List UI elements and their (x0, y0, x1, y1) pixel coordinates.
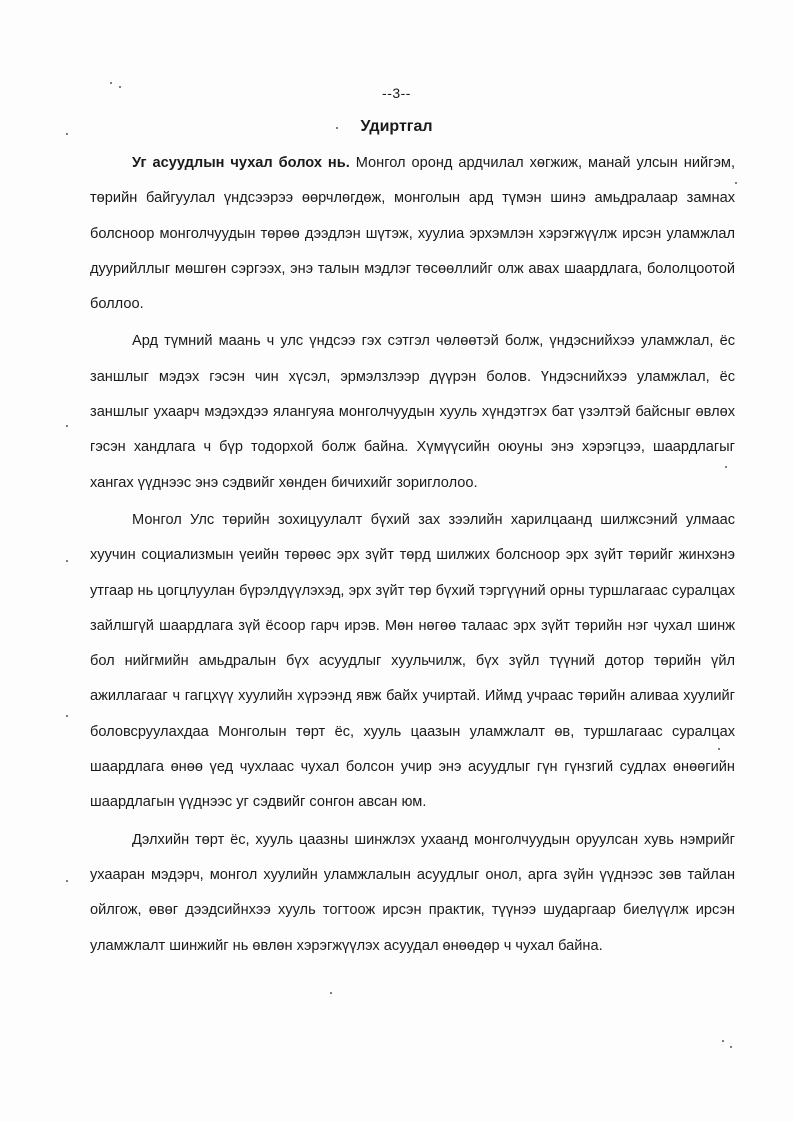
scan-speck (718, 748, 720, 750)
paragraph-tradition (90, 324, 735, 500)
scan-speck (725, 466, 727, 468)
page-number: --3-- (382, 85, 411, 101)
scan-speck (66, 560, 68, 562)
section-title: Удиртгал (360, 118, 433, 135)
document-body (90, 146, 735, 964)
scan-speck (66, 880, 68, 882)
paragraph-importance (90, 146, 735, 322)
scan-speck (66, 715, 68, 717)
scan-speck (110, 82, 112, 84)
paragraph-text: Ард түмний маань ч улс үндсээ гэх сэтгэл чөлөөтэй болж, үндэснийхээ уламжлал, ёс заншлыг мэдэх гэсэн чин хүсэл, эрмэлзлээр дүүрэн болов. Үндэснийхээ уламжлал, ёс заншлыг ухаарч мэдэхдээ ялангуяа монголчуудын хууль хүндэтгэх бат үзэлтэй байсныг өвлөх гэсэн хандлага ч бүр тодорхой болж байна. Хүмүүсийн оюуны энэ хэрэгцээ, шаардлагыг хангах үүднээс энэ сэдвийг хөнден бичихийг зориглолоо. (90, 333, 735, 491)
paragraph-text: Монгол оронд ардчилал хөгжиж, манай улсын нийгэм, төрийн байгуулал үндсээрээ өөрчлөгдөж, монголын ард түмэн шинэ амьдралаар замнах болсноор монголчуудын төрөө дээдлэн шүтэж, хуулиа эрхэмлэн хэрэгжүүлж ирсэн уламжлал дуурийллыг мөшгөн сэргээх, энэ талын мэдлэг төсөөллийг олж авах шаардлага, бололцоотой боллоо. (90, 155, 736, 313)
paragraph-text: Монгол Улс төрийн зохицуулалт бүхий зах зээлийн харилцаанд шилжсэний улмаас хуучин социализмын үеийн төрөөс эрх зүйт төрд шилжих болсноор эрх зүйт төрийг жинхэнэ утгаар нь цогцлуулан бүрэлдүүлэхэд, эрх зүйт төр бүхий тэргүүний орны туршлагаас суралцах зайлшгүй шаардлага зүй ёсоор гарч ирэв. Мөн нөгөө талаас эрх зүйт төрийн нэг чухал шинж бол нийгмийн амьдралын бүх асуудлыг хуульчилж, бүх зүйл түүний дотор төрийн үйл ажиллагааг ч гагцхүү хуулийн хүрээнд явж байх учиртай. Иймд учраас төрийн аливаа хуулийг боловсруулахдаа Монголын төрт ёс, хууль цаазын уламжлалт өв, туршлагаас суралцах шаардлага өнөө үед чухлаас чухал болсон учир энэ асуудлыг гүн гүнзгий судлах өнөөгийн шаардлагын үүднээс уг сэдвийг сонгон авсан юм. (90, 511, 735, 811)
paragraph-lead: Уг асуудлын чухал болох нь. (132, 155, 350, 171)
scan-speck (330, 992, 332, 994)
paragraph-world-law (90, 823, 735, 964)
scan-speck (722, 1040, 724, 1042)
scan-speck (66, 425, 68, 427)
scan-speck (336, 127, 338, 129)
paragraph-legal-state (90, 503, 735, 821)
paragraph-text: Дэлхийн төрт ёс, хууль цаазны шинжлэх ухаанд монголчуудын оруулсан хувь нэмрийг ухааран мэдэрч, монгол хуулийн уламжлалын асуудлыг онол, арга зүйн үүднээс зөв тайлан ойлгож, өвөг дээдсийнхээ хууль тогтоож ирсэн практик, түүнээ шударгаар биелүүлж ирсэн уламжлалт шинжийг нь өвлөн хэрэгжүүлэх асуудал өнөөдөр ч чухал байна. (90, 831, 735, 954)
scan-speck (735, 182, 737, 184)
scan-speck (66, 133, 68, 135)
scan-speck (730, 1046, 732, 1048)
scan-speck (119, 86, 121, 88)
